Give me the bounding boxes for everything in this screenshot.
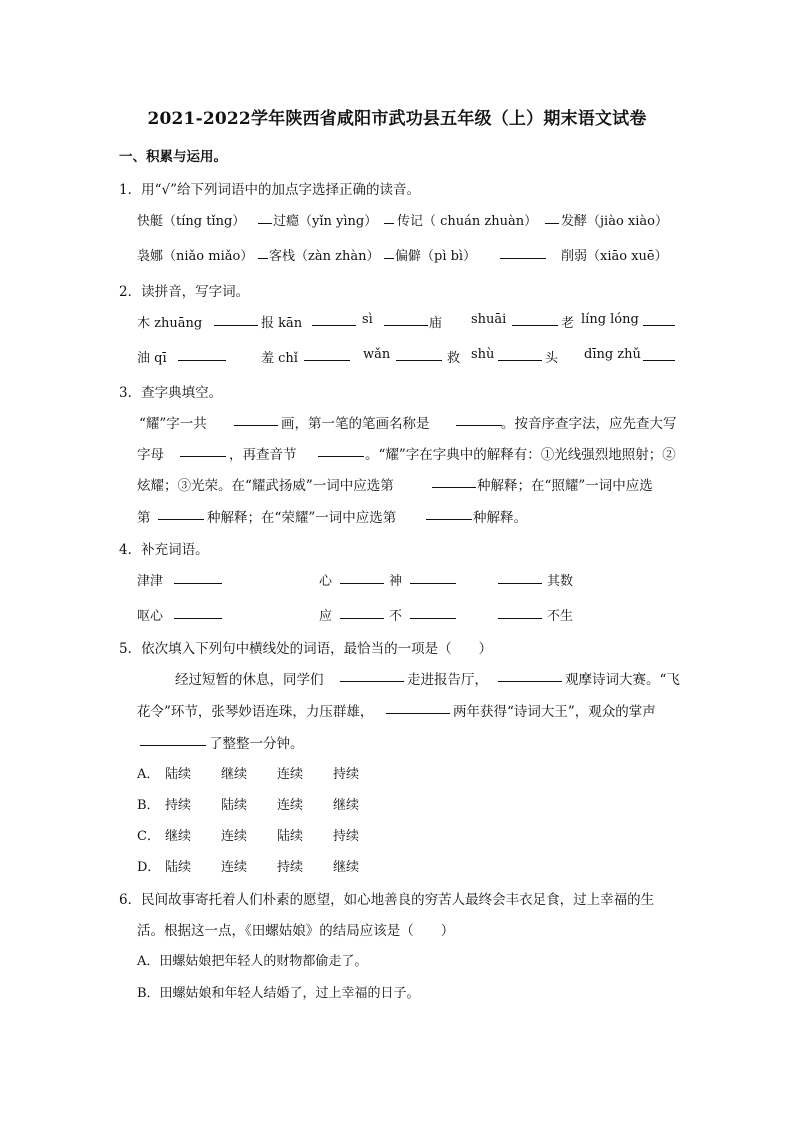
answer-blank (381, 312, 431, 330)
option-b[interactable]: B．田螺姑娘和年轻人结婚了，过上幸福的日子。 (137, 986, 420, 1001)
option-a[interactable]: A．田螺姑娘把年轻人的财物都偷走了。 (137, 954, 368, 969)
answer-blank (337, 605, 387, 623)
answer-blank (495, 605, 545, 623)
answer-blank (407, 570, 459, 588)
text: ，再查音节 (229, 447, 297, 463)
question-2-row-2 (137, 347, 677, 367)
question-1-row-1 (137, 210, 677, 230)
option-word: 继续 (221, 767, 248, 782)
pinyin-prompt: 羞 chǐ (261, 351, 298, 366)
answer-blank (137, 732, 209, 750)
pinyin-choice: 袅娜（niǎo miǎo） (137, 249, 254, 264)
answer-blank (497, 245, 549, 263)
answer-blank (171, 570, 225, 588)
answer-blank (337, 668, 407, 686)
answer-blank (177, 443, 229, 461)
question-1-stem: 1．用“√”给下列词语中的加点字选择正确的读音。 (119, 182, 420, 198)
question-4-stem: 4．补充词语。 (119, 542, 209, 558)
pinyin-prompt: shù (471, 347, 495, 362)
option-word: 持续 (333, 767, 360, 782)
pinyin-prompt: 头 (545, 351, 559, 366)
pinyin-prompt: 老 (561, 316, 575, 331)
text: 炫耀；③光荣。在“耀武扬威”一词中应选第 (137, 478, 394, 494)
answer-blank (231, 412, 281, 430)
text: 第 (137, 510, 151, 526)
pinyin-choice: 快艇（tíng tǐng） (137, 214, 246, 229)
idiom-part: 不 (389, 609, 403, 624)
question-2-stem: 2．读拼音，写字词。 (119, 284, 250, 300)
answer-blank (542, 210, 562, 228)
pinyin-choice: 偏僻（pì bì） (395, 249, 477, 264)
option-a[interactable] (137, 763, 389, 782)
pinyin-choice: 过瘾（yǐn yìng） (273, 214, 378, 229)
answer-blank (393, 347, 445, 365)
text: 种解释。 (473, 510, 527, 526)
page-title: 2021-2022学年陕西省咸阳市武功县五年级（上）期末语文试卷 (147, 109, 647, 129)
text: 。“耀”字在字典中的解释有：①光线强烈地照射；② (365, 447, 676, 463)
question-4-row-2 (137, 605, 677, 625)
text: 经过短暂的休息，同学们 (175, 672, 324, 688)
answer-blank (640, 347, 678, 365)
answer-blank (255, 210, 275, 228)
text: “耀”字一共 (139, 416, 207, 432)
pinyin-prompt: líng lóng (581, 312, 639, 327)
question-6-stem: 6．民间故事寄托着人们朴素的愿望，如心地善良的穷苦人最终会丰衣足食，过上幸福的生 (119, 892, 655, 908)
option-word: 继续 (333, 860, 360, 875)
answer-blank (453, 412, 505, 430)
option-label: D． (137, 860, 161, 875)
option-label: C． (137, 829, 160, 844)
text: 种解释；在“照耀”一词中应选 (477, 478, 653, 494)
text: 画，第一笔的笔画名称是 (281, 416, 430, 432)
idiom-part: 神 (389, 574, 403, 589)
pinyin-choice: 削弱（xiāo xuē） (561, 249, 668, 264)
section-heading: 一、积累与运用。 (119, 149, 227, 165)
option-label: A． (137, 767, 160, 782)
pinyin-prompt: wǎn (363, 347, 391, 362)
option-word: 连续 (221, 829, 248, 844)
idiom-part: 呕心 (137, 609, 164, 624)
option-word: 持续 (165, 798, 192, 813)
option-word: 陆续 (165, 767, 192, 782)
question-6-stem-cont: 活。根据这一点，《田螺姑娘》的结局应该是（ ） (137, 923, 455, 939)
text: 观摩诗词大赛。“飞 (565, 672, 680, 688)
pinyin-prompt: 油 qī (137, 351, 167, 366)
answer-blank (315, 443, 367, 461)
question-5-stem: 5．依次填入下列句中横线处的词语，最恰当的一项是（ ） (119, 641, 493, 657)
option-label: B． (137, 798, 160, 813)
question-2-row-1 (137, 312, 677, 332)
option-c[interactable] (137, 825, 389, 844)
answer-blank (423, 506, 475, 524)
pinyin-choice: 发酵（jiào xiào） (561, 214, 668, 229)
answer-blank (407, 605, 459, 623)
idiom-part: 心 (319, 574, 333, 589)
idiom-part: 其数 (547, 574, 574, 589)
option-b[interactable] (137, 794, 389, 813)
text: 种解释；在“荣耀”一词中应选第 (207, 510, 397, 526)
idiom-part: 不生 (547, 609, 574, 624)
text: 花令”环节，张琴妙语连珠，力压群雄， (137, 704, 374, 720)
answer-blank (509, 312, 561, 330)
pinyin-prompt: dīng zhǔ (584, 347, 641, 362)
answer-blank (495, 347, 545, 365)
option-word: 继续 (165, 829, 192, 844)
pinyin-prompt: 庙 (429, 316, 443, 331)
pinyin-prompt: sì (362, 312, 373, 327)
answer-blank (383, 700, 453, 718)
pinyin-choice: 传记（ chuán zhuàn） (397, 214, 538, 229)
pinyin-choice: 客栈（zàn zhàn） (269, 249, 380, 264)
text: 了整整一分钟。 (209, 736, 304, 752)
answer-blank (211, 312, 261, 330)
answer-blank (171, 605, 225, 623)
text: 两年获得“诗词大王”，观众的掌声 (453, 704, 656, 720)
option-word: 陆续 (221, 798, 248, 813)
answer-blank (495, 570, 545, 588)
question-4-row-1 (137, 570, 677, 590)
option-word: 陆续 (277, 829, 304, 844)
idiom-part: 应 (319, 609, 333, 624)
option-word: 持续 (277, 860, 304, 875)
option-word: 连续 (277, 798, 304, 813)
text: 。按音序查字法，应先查大写 (501, 416, 677, 432)
option-d[interactable] (137, 856, 389, 875)
option-word: 连续 (221, 860, 248, 875)
pinyin-prompt: 报 kān (261, 316, 303, 331)
option-word: 继续 (333, 798, 360, 813)
text: 走进报告厅， (407, 672, 488, 688)
answer-blank (175, 347, 229, 365)
pinyin-prompt: 救 (447, 351, 461, 366)
answer-blank (155, 506, 207, 524)
text: 字母 (137, 447, 164, 463)
answer-blank (301, 347, 353, 365)
question-3-stem: 3．查字典填空。 (119, 385, 223, 401)
answer-blank (495, 668, 565, 686)
question-1-row-2 (137, 245, 677, 265)
idiom-part: 津津 (137, 574, 164, 589)
answer-blank (640, 312, 678, 330)
answer-blank (337, 570, 387, 588)
answer-blank (381, 210, 397, 228)
answer-blank (309, 312, 359, 330)
option-word: 连续 (277, 767, 304, 782)
option-word: 陆续 (165, 860, 192, 875)
option-word: 持续 (333, 829, 360, 844)
answer-blank (429, 474, 479, 492)
pinyin-prompt: 木 zhuāng (137, 316, 203, 331)
pinyin-prompt: shuāi (471, 312, 507, 327)
